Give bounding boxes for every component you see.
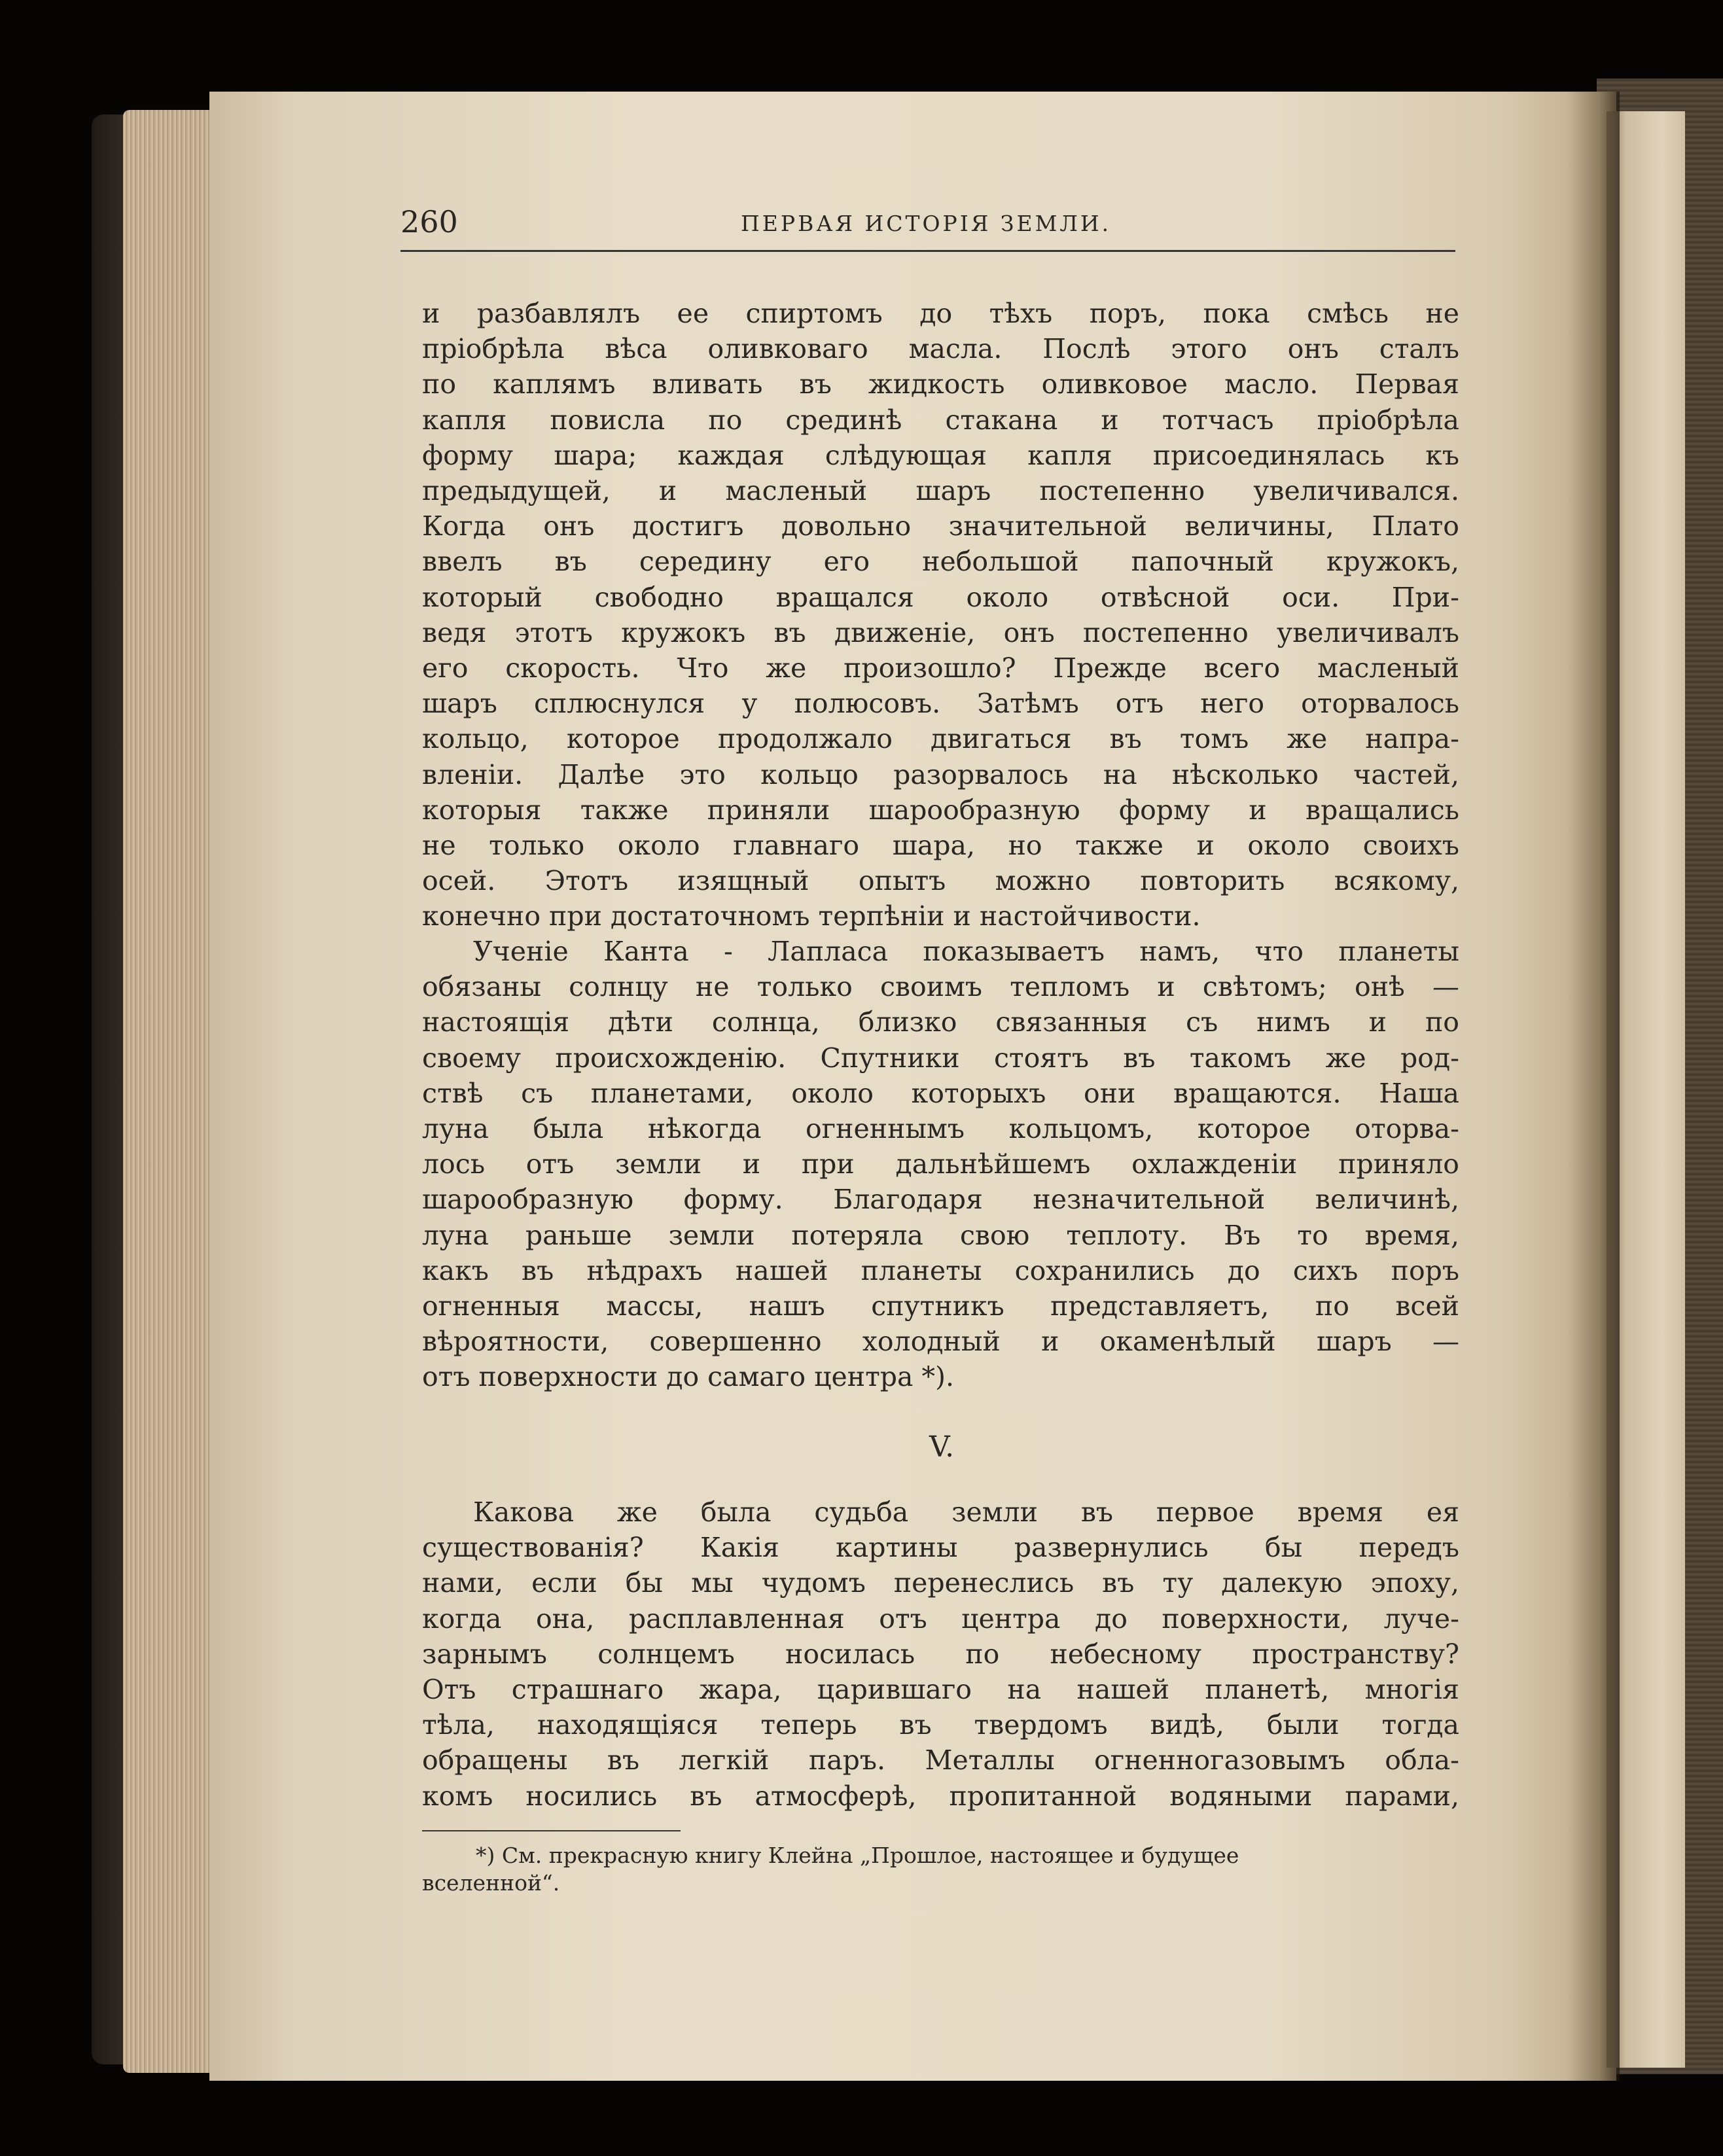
running-head [400,204,1455,246]
text-line: Отъ страшнаго жара, царившаго на нашей планетѣ, многія [422,1674,1459,1705]
text-line: конечно при достаточномъ терпѣніи и настойчивости. [422,900,1201,932]
text-line: зарнымъ солнцемъ носилась по небесному пространству? [422,1638,1459,1670]
text-line: когда она, расплавленная отъ центра до поверхности, луче- [422,1602,1459,1635]
text-line: комъ носились въ атмосферѣ, пропитанной водяными парами, [422,1780,1459,1812]
text-line: пріобрѣла вѣса оливковаго масла. Послѣ этого онъ сталъ [422,333,1459,365]
text-line: обращены въ легкій паръ. Металлы огненногазовымъ обла- [422,1744,1459,1776]
section-heading: V. [929,1430,955,1464]
text-line: который свободно вращался около отвѣсной оси. При- [422,581,1459,613]
text-line: Какова же была судьба земли въ первое время ея [473,1496,1459,1528]
text-line: не только около главнаго шара, но также и около своихъ [422,830,1459,861]
text-line: капля повисла по срединѣ стакана и тотчасъ пріобрѣла [422,404,1459,436]
text-line: огненныя массы, нашъ спутникъ представляетъ, по всей [422,1290,1459,1322]
text-line: ствѣ съ планетами, около которыхъ они вращаются. Наша [422,1077,1459,1109]
text-line: ведя этотъ кружокъ въ движеніе, онъ постепенно увеличивалъ [422,616,1459,648]
text-line: осей. Этотъ изящный опытъ можно повторить всякому, [422,865,1459,897]
text-line: форму шара; каждая слѣдующая капля присоединялась къ [422,439,1459,471]
footnote-line: *) См. прекрасную книгу Клейна „Прошлое, настоящее и будущее [476,1843,1239,1868]
text-line: лось отъ земли и при дальнѣйшемъ охлажденіи приняло [422,1148,1459,1180]
text-line: шаръ сплюснулся у полюсовъ. Затѣмъ отъ него оторвалось [422,688,1459,720]
text-line: вленіи. Далѣе это кольцо разорвалось на нѣсколько частей, [422,758,1459,790]
text-line: настоящія дѣти солнца, близко связанныя съ нимъ и по [422,1006,1459,1038]
running-title: ПЕРВАЯ ИСТОРІЯ ЗЕМЛИ. [741,211,1112,236]
text-line: какъ въ нѣдрахъ нашей планеты сохранились до сихъ поръ [422,1254,1459,1286]
text-line: Когда онъ достигъ довольно значительной величины, Плато [422,510,1459,542]
header-rule [400,250,1455,252]
text-line: его скорость. Что же произошло? Прежде всего масленый [422,652,1459,684]
text-line: ввелъ въ середину его небольшой папочный кружокъ, [422,546,1459,578]
text-line: кольцо, которое продолжало двигаться въ томъ же напра- [422,723,1459,755]
footnote-line: вселенной“. [422,1870,560,1896]
text-line: отъ поверхности до самаго центра *). [422,1361,955,1393]
text-line: существованія? Какія картины развернулись бы передъ [422,1532,1459,1564]
footnote-rule [422,1830,681,1831]
text-line: обязаны солнцу не только своимъ тепломъ и свѣтомъ; онѣ — [422,971,1459,1003]
text-line: нами, если бы мы чудомъ перенеслись въ ту далекую эпоху, [422,1567,1459,1599]
text-line: луна раньше земли потеряла свою теплоту. Въ то время, [422,1219,1459,1251]
text-line: которыя также приняли шарообразную форму и вращались [422,794,1459,826]
text-line: и разбавлялъ ее спиртомъ до тѣхъ поръ, пока смѣсь не [422,298,1459,329]
page-gutter [1567,92,1620,2081]
text-line: вѣроятности, совершенно холодный и окаменѣлый шаръ — [422,1326,1459,1358]
text-line: луна была нѣкогда огненнымъ кольцомъ, которое оторва- [422,1113,1459,1144]
text-line: своему происхожденію. Спутники стоятъ въ такомъ же род- [422,1042,1459,1074]
text-line: предыдущей, и масленый шаръ постепенно увеличивался. [422,475,1459,506]
text-line: тѣла, находящіяся теперь въ твердомъ видѣ, были тогда [422,1709,1459,1741]
text-line: шарообразную форму. Благодаря незначительной величинѣ, [422,1184,1459,1216]
text-line: по каплямъ вливать въ жидкость оливковое масло. Первая [422,368,1459,400]
text-line: Ученіе Канта - Лапласа показываетъ намъ, что планеты [473,936,1459,967]
page-number: 260 [400,204,458,239]
